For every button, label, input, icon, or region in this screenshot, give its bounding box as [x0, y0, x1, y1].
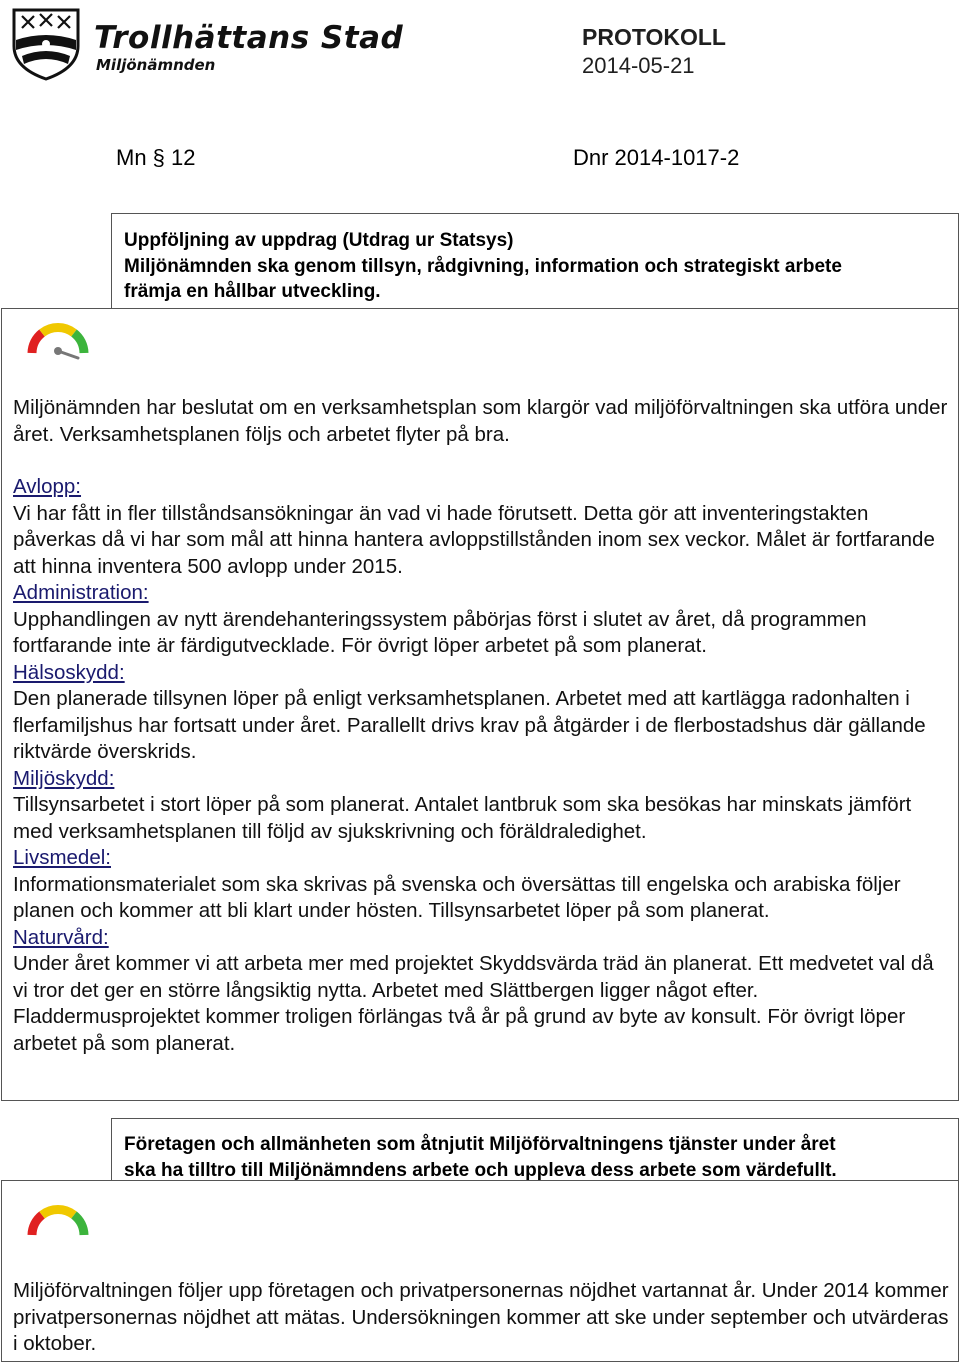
registration-number: Dnr 2014-1017-2 [573, 145, 740, 170]
section-heading-avlopp: Avlopp: [13, 475, 82, 498]
status-intro: Miljönämnden har beslutat om en verksamhetsplan som klargör vad miljöförvaltningen ska utföra under året. Verksamhetsplanen följs och arbetet flyter på bra. [13, 396, 948, 446]
goal-line: Företagen och allmänheten som åtnjutit Miljöförvaltningens tjänster under året [124, 1134, 836, 1155]
paragraph-number: Mn § 12 [116, 145, 196, 170]
document-date: 2014-05-21 [582, 53, 695, 78]
section-heading-naturvard: Naturvård: [13, 925, 109, 949]
section-text-livsmedel: Informationsmaterialet som ska skrivas på svenska och översättas till engelska och arabiska följer planen och kommer att bli klart under hösten. Tillsynsarbetet löper på som planerat. [13, 872, 901, 922]
status-paragraph: Miljöförvaltningen följer upp företagen och privatpersonernas nöjdhet vartannat år. Under 2014 kommer privatpersonernas nöjdhet att mätas. Undersökningen kommer att ske under september och utvärderas i oktober. [13, 1279, 949, 1355]
gauge-icon [26, 1201, 90, 1241]
section-heading-administration: Administration: [13, 581, 149, 604]
organization-name: Trollhättans Stad [94, 20, 404, 56]
status-box-1 [1, 308, 959, 1101]
section-text-administration: Upphandlingen av nytt ärendehanteringssystem påbörjas först i slutet av året, då programmen fortfarande inte är färdigutvecklade. För övrigt löper arbetet på som planerat. [13, 607, 867, 657]
document-type: PROTOKOLL [582, 24, 726, 50]
goal-title: Uppföljning av uppdrag (Utdrag ur Statsys) [124, 230, 514, 251]
gauge-yellow-icon [26, 321, 90, 361]
section-text-naturvard: Under året kommer vi att arbeta mer med projektet Skyddsvärda träd än planerat. Ett medvetet val då vi tror det ger en större långsiktig nytta. Arbetet med Slättbergen ligger något efter. Fladdermusprojektet kommer troligen förlängas två år på grund av byte av konsult. För övrigt löper arbetet på som planerat. [13, 952, 934, 1055]
city-coat-of-arms-logo [8, 6, 84, 82]
goal-box-1 [111, 213, 959, 309]
section-heading-livsmedel: Livsmedel: [13, 846, 111, 869]
goal-box-2 [111, 1118, 959, 1181]
goal-line: ska ha tilltro till Miljönämndens arbete och uppleva dess arbete som värdefullt. [124, 1159, 837, 1181]
goal-line: Miljönämnden ska genom tillsyn, rådgivning, information och strategiskt arbete [124, 255, 842, 277]
status-text-1 [13, 395, 950, 1057]
organization-department: Miljönämnden [96, 56, 216, 74]
section-heading-halsoskydd: Hälsoskydd: [13, 660, 125, 684]
section-heading-miljoskydd: Miljöskydd: [13, 766, 115, 790]
status-box-2 [1, 1180, 959, 1362]
section-text-miljoskydd: Tillsynsarbetet i stort löper på som planerat. Antalet lantbruk som ska besökas har minskats jämfört med verksamhetsplanen till följd av sjukskrivning och föräldraledighet. [13, 793, 912, 843]
goal-line: främja en hållbar utveckling. [124, 281, 381, 302]
section-text-halsoskydd: Den planerade tillsynen löper på enligt verksamhetsplanen. Arbetet med att kartlägga radonhalten i flerfamiljshus har fortsatt under året. Parallellt drivs krav på åtgärder i de flerbostadshus där gällande riktvärde överskrids. [13, 687, 926, 763]
section-text-avlopp: Vi har fått in fler tillståndsansökningar än vad vi hade förutsett. Detta gör att inventeringstakten påverkas då vi har som mål att hinna hantera avloppstillstånden inom sex veckor. Målet är fortfarande att hinna inventera 500 avlopp under 2015. [13, 501, 935, 578]
status-text-2 [13, 1278, 950, 1358]
